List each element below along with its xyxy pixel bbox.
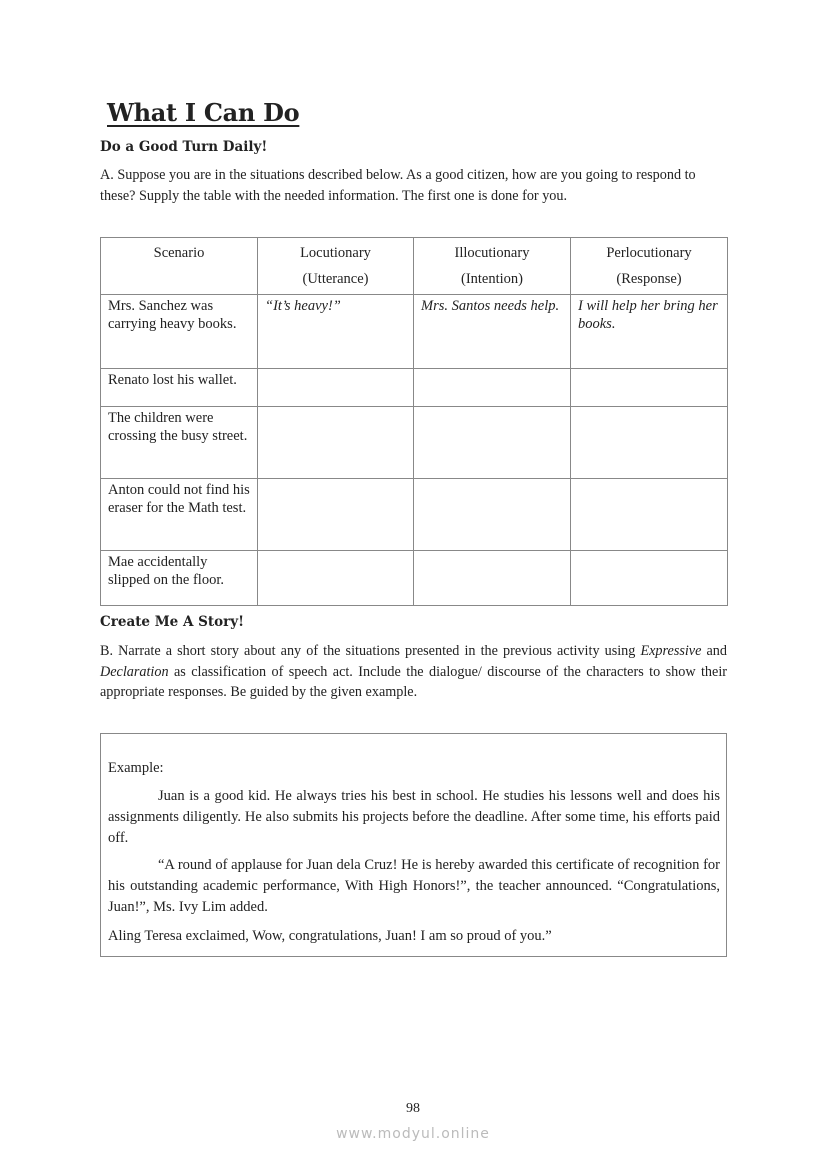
header-perlocutionary: Perlocutionary (Response) — [571, 238, 728, 295]
locutionary-cell[interactable] — [258, 479, 414, 551]
section-b-heading: Create Me A Story! — [100, 614, 244, 630]
example-paragraph-2: “A round of applause for Juan dela Cruz! He is hereby awarded this certificate of recognition for his outstanding academic performance, With High Honors!”, the teacher announced. “Congratulations, Juan!”, Ms. Ivy Lim added. — [108, 857, 720, 915]
illocutionary-cell[interactable] — [414, 369, 571, 407]
section-a-heading: Do a Good Turn Daily! — [100, 139, 268, 155]
watermark: www.modyul.online — [336, 1126, 490, 1142]
table-row — [101, 295, 728, 369]
header-locutionary: Locutionary (Utterance) — [258, 238, 414, 295]
page-title: What I Can Do — [107, 98, 300, 127]
perlocutionary-cell: I will help her bring her books. — [571, 295, 728, 369]
table-row — [101, 369, 728, 407]
illocutionary-cell: Mrs. Santos needs help. — [414, 295, 571, 369]
table-row — [101, 551, 728, 606]
locutionary-cell: “It’s heavy!” — [258, 295, 414, 369]
page-number: 98 — [406, 1101, 420, 1116]
scenario-cell: Mrs. Sanchez was carrying heavy books. — [101, 295, 258, 369]
locutionary-cell[interactable] — [258, 369, 414, 407]
header-scenario: Scenario — [101, 238, 258, 295]
locutionary-cell[interactable] — [258, 407, 414, 479]
speech-act-table — [100, 237, 728, 606]
header-illocutionary: Illocutionary (Intention) — [414, 238, 571, 295]
scenario-cell: Anton could not find his eraser for the Math test. — [101, 479, 258, 551]
perlocutionary-cell[interactable] — [571, 479, 728, 551]
table-row — [101, 407, 728, 479]
table-header-row — [101, 238, 728, 295]
section-a-instructions: A. Suppose you are in the situations described below. As a good citizen, how are you going to respond to these? Supply the table with the needed information. The first one is done for you. — [100, 167, 696, 204]
example-paragraph-1: Juan is a good kid. He always tries his best in school. He studies his lessons well and does his assignments diligently. He also submits his projects before the deadline. After some time, his efforts paid off. — [108, 788, 720, 846]
illocutionary-cell[interactable] — [414, 407, 571, 479]
locutionary-cell[interactable] — [258, 551, 414, 606]
scenario-cell: Mae accidentally slipped on the floor. — [101, 551, 258, 606]
perlocutionary-cell[interactable] — [571, 407, 728, 479]
illocutionary-cell[interactable] — [414, 479, 571, 551]
perlocutionary-cell[interactable] — [571, 551, 728, 606]
example-box — [100, 733, 727, 957]
scenario-cell: Renato lost his wallet. — [101, 369, 258, 407]
perlocutionary-cell[interactable] — [571, 369, 728, 407]
section-b-instructions: B. Narrate a short story about any of the situations presented in the previous activity using Expressive and Declaration as classification of speech act. Include the dialogue/ discourse of the characters to show their appropriate responses. Be guided by the given example. — [100, 643, 727, 700]
example-paragraph-3: Aling Teresa exclaimed, Wow, congratulations, Juan! I am so proud of you.” — [108, 928, 552, 944]
table-row — [101, 479, 728, 551]
illocutionary-cell[interactable] — [414, 551, 571, 606]
example-label: Example: — [108, 760, 164, 776]
scenario-cell: The children were crossing the busy street. — [101, 407, 258, 479]
